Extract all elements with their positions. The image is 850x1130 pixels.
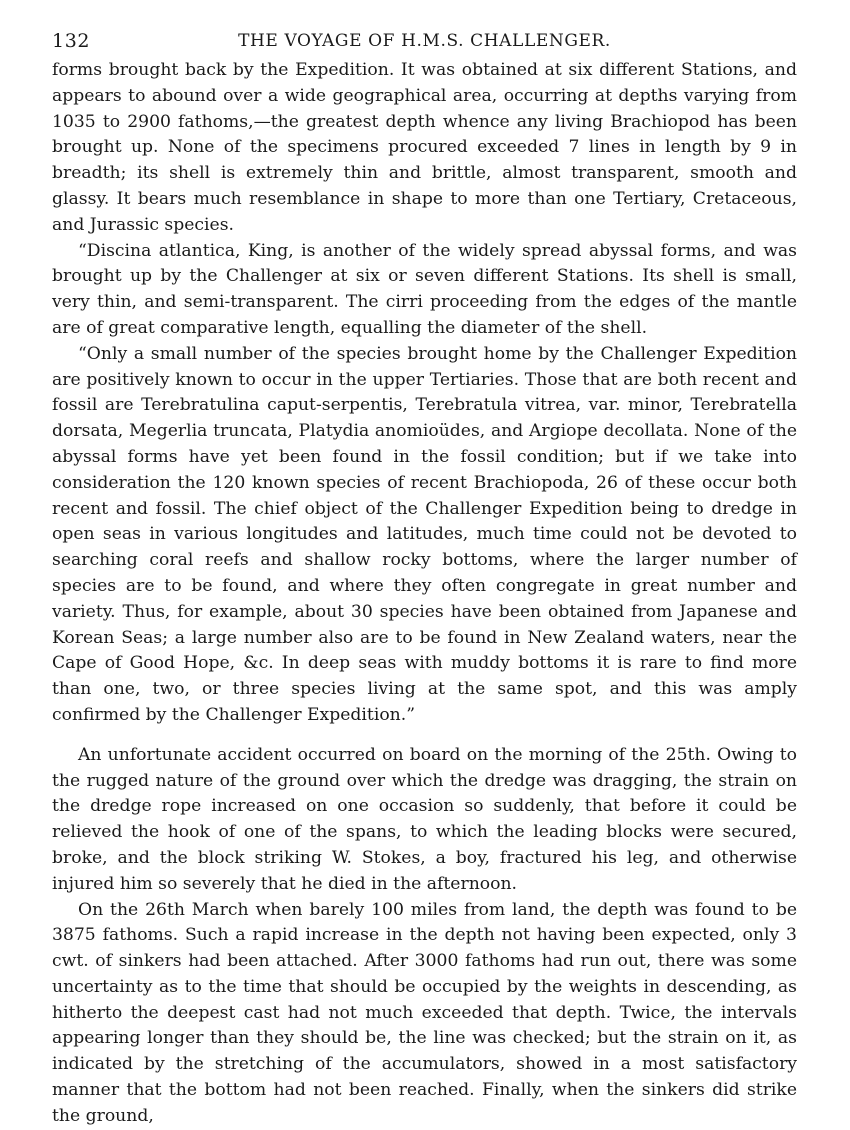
page-number: 132 [52, 30, 91, 52]
paragraph-brachiopod-continuation: forms brought back by the Expedition. It was obtained at six different Stations, and appears to abound over a wide geographical area, occurring at depths varying from 1035 to 2900 fathoms,—the greatest depth whence any living Brachiopod has been brought up. None of the specimens procured exceeded 7 lines in length by 9 in breadth; its shell is extremely thin and brittle, almost transparent, smooth and glassy. It bears much resemblance in shape to more than one Tertiary, Cretaceous, and Jurassic species. [52, 60, 797, 235]
paragraph-species-tertiaries: “Only a small number of the species brought home by the Challenger Expedition are positively known to occur in the upper Tertiaries. Those that are both recent and fossil are Terebratulina caput-serpentis, Terebratula vitrea, var. minor, Terebratella dorsata, Megerlia truncata, Platydia anomioüdes, and Argiope decollata. None of the abyssal forms have yet been found in the fossil condition; but if we take into consideration the 120 known species of recent Brachiopoda, 26 of these occur both recent and fossil. The chief object of the Challenger Expedition being to dredge in open seas in various longitudes and latitudes, much time could not be devoted to searching coral reefs and shallow rocky bottoms, where the larger number of species are to be found, and where they often congregate in great number and variety. Thus, for example, about 30 species have been obtained from Japanese and Korean Seas; a large number also are to be found in New Zealand waters, near the Cape of Good Hope, &c. In deep seas with muddy bottoms it is rare to find more than one, two, or three species living at the same spot, and this was amply confirmed by the Challenger Expedition.” [52, 343, 797, 725]
running-title: THE VOYAGE OF H.M.S. CHALLENGER. [238, 31, 611, 51]
body-text [52, 58, 797, 1130]
book-page [52, 26, 797, 1130]
paragraph-dredge-accident: An unfortunate accident occurred on board on the morning of the 25th. Owing to the rugged nature of the ground over which the dredge was dragging, the strain on the dredge rope increased on one occasion so suddenly, that before it could be relieved the hook of one of the spans, to which the leading blocks were secured, broke, and the block striking W. Stokes, a boy, fractured his leg, and otherwise injured him so severely that he died in the afternoon. [52, 744, 797, 894]
paragraph-discina-atlantica: “Discina atlantica, King, is another of the widely spread abyssal forms, and was brought up by the Challenger at six or seven different Stations. Its shell is small, very thin, and semi-transparent. The cirri proceeding from the edges of the mantle are of great comparative length, equalling the diameter of the shell. [52, 240, 797, 338]
paragraph-sounding-26th-march: On the 26th March when barely 100 miles from land, the depth was found to be 3875 fathoms. Such a rapid increase in the depth not having been expected, only 3 cwt. of sinkers had been attached. After 3000 fathoms had run out, there was some uncertainty as to the time that should be occupied by the weights in descending, as hitherto the deepest cast had not much exceeded that depth. Twice, the intervals appearing longer than they should be, the line was checked; but the strain on it, as indicated by the stretching of the accumulators, showed in a most satisfactory manner that the bottom had not been reached. Finally, when the sinkers did strike the ground, [52, 899, 797, 1126]
running-header [52, 26, 797, 58]
